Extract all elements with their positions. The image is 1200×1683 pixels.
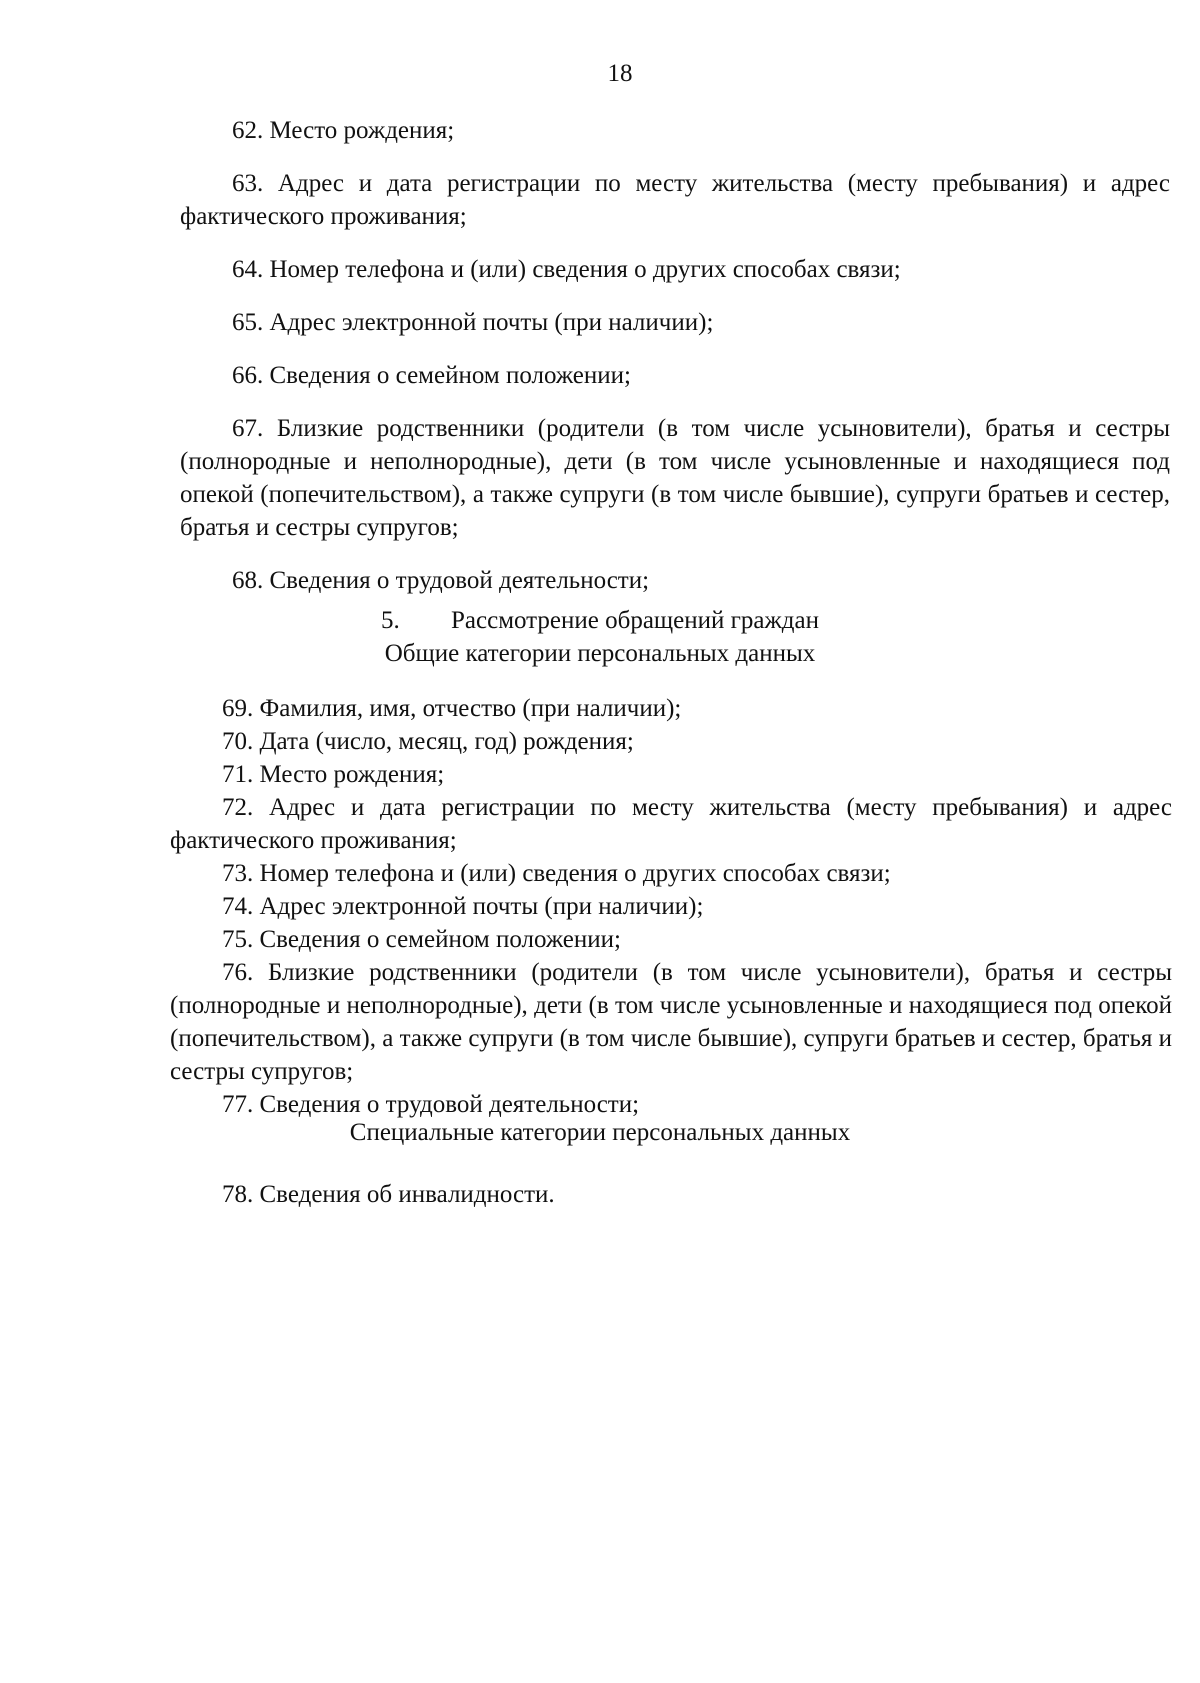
list-item: 63. Адрес и дата регистрации по месту жительства (месту пребывания) и адрес фактического проживания;: [180, 170, 1170, 230]
list-item: 68. Сведения о трудовой деятельности;: [232, 567, 650, 594]
list-item: 78. Сведения об инвалидности.: [222, 1181, 555, 1208]
items-list-78: [170, 1178, 1172, 1211]
page-number: 18: [607, 60, 633, 87]
list-item: 75. Сведения о семейном положении;: [222, 926, 621, 953]
section-subtitle: Общие категории персональных данных: [384, 640, 816, 667]
list-item: 73. Номер телефона и (или) сведения о других способах связи;: [222, 860, 891, 887]
list-item: 65. Адрес электронной почты (при наличии);: [232, 309, 714, 336]
list-item: 71. Место рождения;: [222, 761, 445, 788]
section-number: 5.: [381, 607, 400, 634]
section-5-heading: [0, 604, 1200, 670]
list-item: 76. Близкие родственники (родители (в том числе усыновители), братья и сестры (полнородные и неполнородные), дети (в том числе усыновленные и находящиеся под опекой (попечительством), а также супруги (в том числе бывшие), супруги братьев и сестер, братья и сестры супругов;: [170, 959, 1172, 1085]
list-item: 74. Адрес электронной почты (при наличии);: [222, 893, 704, 920]
list-item: 69. Фамилия, имя, отчество (при наличии);: [222, 695, 682, 722]
list-item: 72. Адрес и дата регистрации по месту жительства (месту пребывания) и адрес фактического проживания;: [170, 794, 1172, 854]
items-list-69-77: [170, 692, 1172, 1121]
list-item: 67. Близкие родственники (родители (в том числе усыновители), братья и сестры (полнородные и неполнородные), дети (в том числе усыновленные и находящиеся под опекой (попечительством), а также супруги (в том числе бывшие), супруги братьев и сестер, братья и сестры супругов;: [180, 415, 1170, 541]
list-item: 66. Сведения о семейном положении;: [232, 362, 631, 389]
list-item: 77. Сведения о трудовой деятельности;: [222, 1091, 640, 1118]
list-item: 62. Место рождения;: [232, 117, 455, 144]
items-list-62-68: [180, 114, 1170, 617]
special-categories-heading: Специальные категории персональных данных: [349, 1119, 851, 1146]
list-item: 70. Дата (число, месяц, год) рождения;: [222, 728, 634, 755]
section-title: [0, 604, 1200, 637]
list-item: 64. Номер телефона и (или) сведения о других способах связи;: [232, 256, 901, 283]
section-title-text: Рассмотрение обращений граждан: [451, 607, 819, 634]
